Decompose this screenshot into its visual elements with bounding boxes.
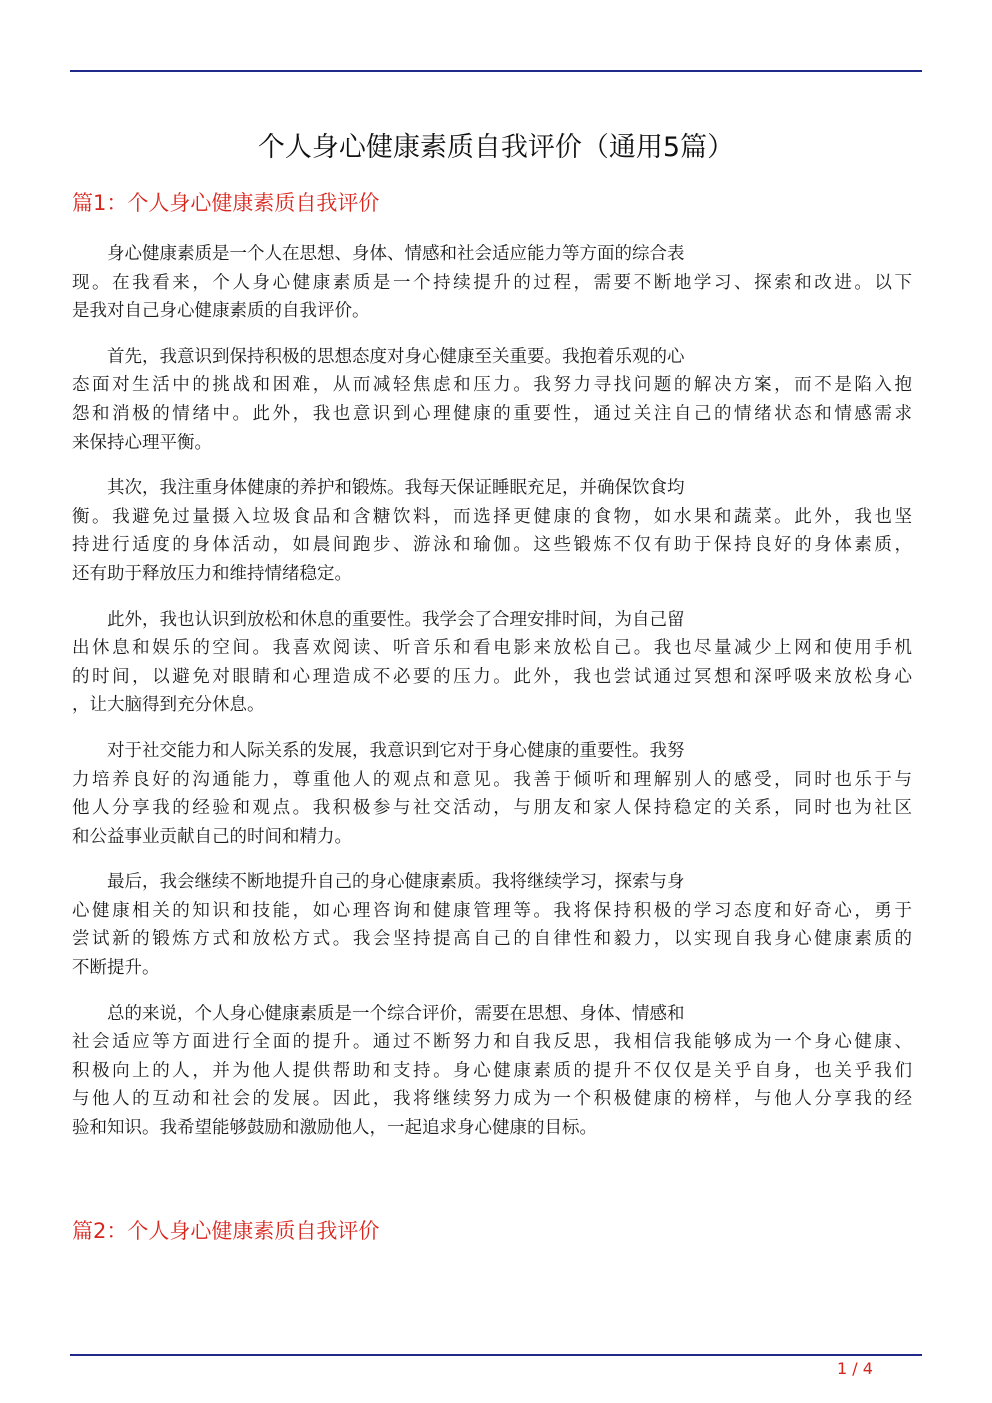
paragraph-line: 现。在我看来，个人身心健康素质是一个持续提升的过程，需要不断地学习、探索和改进。以下 [72, 272, 912, 293]
document-title: 个人身心健康素质自我评价（通用5篇） [257, 132, 735, 163]
paragraph-line: 力培养良好的沟通能力，尊重他人的观点和意见。我善于倾听和理解别人的感受，同时也乐于与 [72, 769, 912, 790]
paragraph-line: 此外，我也认识到放松和休息的重要性。我学会了合理安排时间，为自己留 [107, 609, 685, 630]
paragraph-line: 身心健康素质是一个人在思想、身体、情感和社会适应能力等方面的综合表 [107, 244, 685, 264]
paragraph-line: 总的来说，个人身心健康素质是一个综合评价，需要在思想、身体、情感和 [107, 1003, 685, 1024]
paragraph-line: 其次，我注重身体健康的养护和锻炼。我每天保证睡眠充足，并确保饮食均 [107, 478, 685, 499]
paragraph-2 [72, 343, 912, 457]
section-heading-1: 篇1：个人身心健康素质自我评价 [72, 191, 380, 215]
paragraph-7 [72, 1000, 912, 1143]
paragraph-line: 是我对自己身心健康素质的自我评价。 [72, 301, 370, 322]
paragraph-line: 还有助于释放压力和维持情绪稳定。 [72, 563, 352, 584]
paragraph-line: 心健康相关的知识和技能，如心理咨询和健康管理等。我将保持积极的学习态度和好奇心，勇于 [72, 900, 912, 921]
paragraph-5 [72, 737, 912, 851]
paragraph-line: 社会适应等方面进行全面的提升。通过不断努力和自我反思，我相信我能够成为一个身心健康、 [72, 1032, 912, 1053]
paragraph-line: 衡。我避免过量摄入垃圾食品和含糖饮料，而选择更健康的食物，如水果和蔬菜。此外，我也坚 [72, 506, 912, 527]
paragraph-line: 尝试新的锻炼方式和放松方式。我会坚持提高自己的自律性和毅力，以实现自我身心健康素质的 [72, 929, 912, 950]
paragraph-line: 持进行适度的身体活动，如晨间跑步、游泳和瑜伽。这些锻炼不仅有助于保持良好的身体素质， [72, 535, 912, 556]
paragraph-line: 验和知识。我希望能够鼓励和激励他人，一起追求身心健康的目标。 [72, 1118, 597, 1139]
paragraph-line: 他人分享我的经验和观点。我积极参与社交活动，与朋友和家人保持稳定的关系，同时也为社区 [72, 798, 912, 819]
paragraph-line: 不断提升。 [72, 958, 160, 979]
paragraph-line: 对于社交能力和人际关系的发展，我意识到它对于身心健康的重要性。我努 [107, 740, 685, 761]
paragraph-line: 首先，我意识到保持积极的思想态度对身心健康至关重要。我抱着乐观的心 [107, 346, 685, 367]
paragraph-line: 来保持心理平衡。 [72, 432, 212, 453]
paragraph-line: 态面对生活中的挑战和困难，从而减轻焦虑和压力。我努力寻找问题的解决方案，而不是陷入抱 [72, 375, 912, 396]
header-rule [70, 70, 922, 72]
section-heading-2: 篇2：个人身心健康素质自我评价 [72, 1219, 380, 1243]
paragraph-6 [72, 868, 912, 982]
paragraph-line: 与他人的互动和社会的发展。因此，我将继续努力成为一个积极健康的榜样，与他人分享我的经 [72, 1089, 912, 1110]
paragraph-line: 最后，我会继续不断地提升自己的身心健康素质。我将继续学习，探索与身 [107, 872, 685, 893]
paragraph-line: 和公益事业贡献自己的时间和精力。 [72, 826, 352, 847]
paragraph-3 [72, 474, 912, 588]
paragraph-1 [72, 240, 912, 326]
paragraph-line: 怨和消极的情绪中。此外，我也意识到心理健康的重要性，通过关注自己的情绪状态和情感需求 [72, 403, 912, 424]
footer-rule [70, 1354, 922, 1356]
page-number: 1 / 4 [837, 1359, 873, 1378]
paragraph-4 [72, 606, 912, 720]
section-1-body [72, 240, 912, 1160]
paragraph-line: 出休息和娱乐的空间。我喜欢阅读、听音乐和看电影来放松自己。我也尽量减少上网和使用手机 [72, 638, 912, 659]
paragraph-line: ，让大脑得到充分休息。 [72, 695, 265, 716]
paragraph-line: 积极向上的人，并为他人提供帮助和支持。身心健康素质的提升不仅仅是关乎自身，也关乎我们 [72, 1060, 912, 1081]
paragraph-line: 的时间，以避免对眼睛和心理造成不必要的压力。此外，我也尝试通过冥想和深呼吸来放松身心 [72, 666, 912, 687]
